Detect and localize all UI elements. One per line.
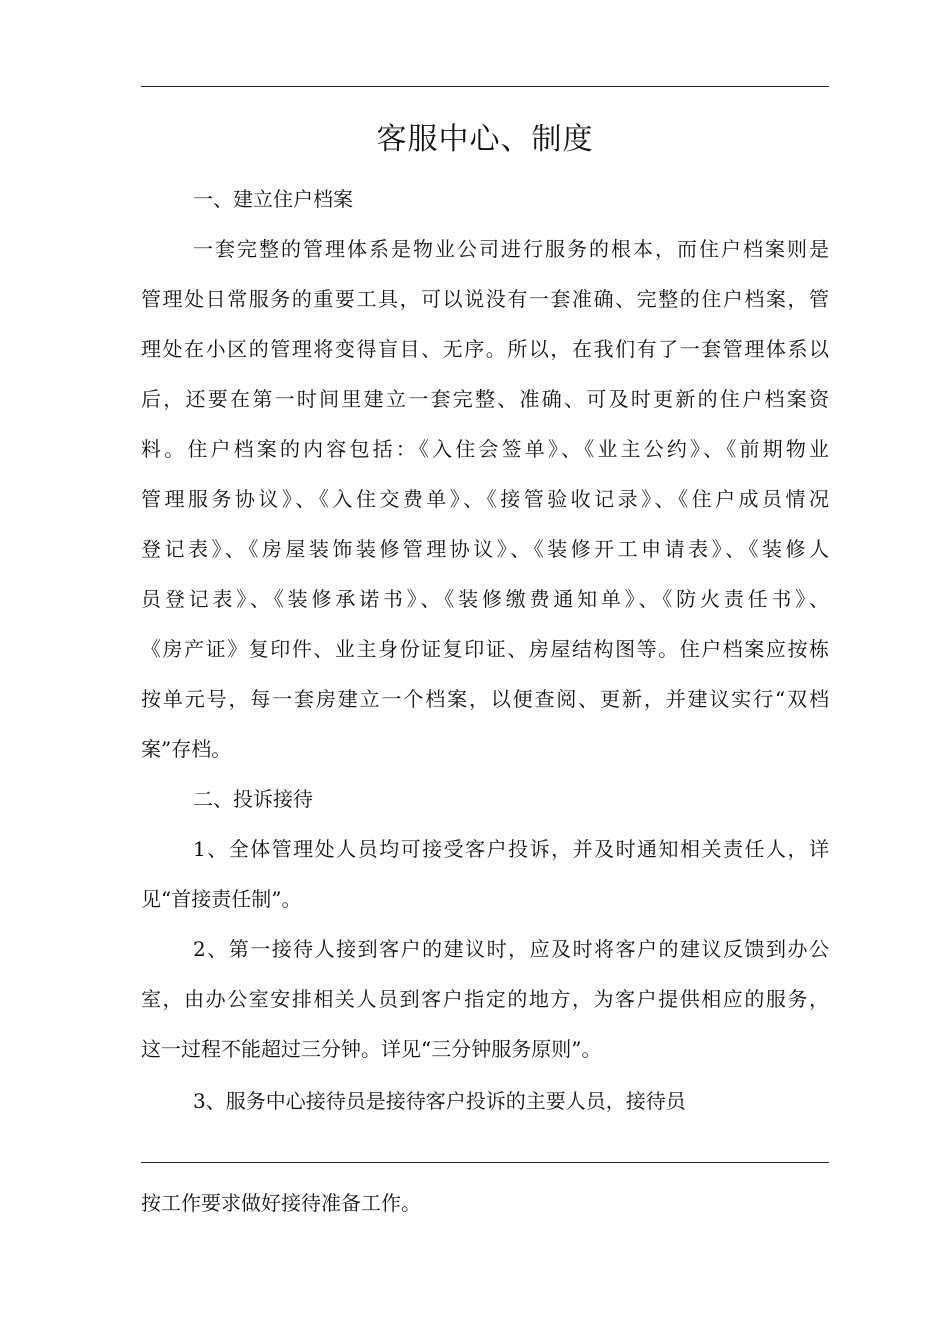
paragraph-line: 案”存档。	[141, 737, 232, 761]
list-item-line: 3、服务中心接待员是接待客户投诉的主要人员，接待员	[193, 1089, 686, 1113]
section-heading-archives: 一、建立住户档案	[193, 187, 353, 211]
paragraph-line: 管理服务协议》、《入住交费单》、《接管验收记录》、《住户成员情况	[141, 487, 829, 511]
section-heading-complaints: 二、投诉接待	[193, 787, 313, 811]
bottom-rule	[141, 1162, 829, 1163]
list-item-line: 2、第一接待人接到客户的建议时，应及时将客户的建议反馈到办公	[193, 937, 829, 961]
paragraph-line: 按单元号，每一套房建立一个档案，以便查阅、更新，并建议实行“双档	[141, 687, 829, 711]
paragraph-line: 料。住户档案的内容包括：《入住会签单》、《业主公约》、《前期物业	[141, 437, 829, 461]
paragraph-line: 登记表》、《房屋装饰装修管理协议》、《装修开工申请表》、《装修人	[141, 537, 829, 561]
paragraph-line: 员登记表》、《装修承诺书》、《装修缴费通知单》、《防火责任书》、	[141, 587, 829, 611]
list-item-line: 室，由办公室安排相关人员到客户指定的地方，为客户提供相应的服务，	[141, 987, 829, 1011]
list-item-line: 见“首接责任制”。	[141, 887, 302, 911]
top-rule	[141, 86, 829, 87]
paragraph-line: 《房产证》复印件、业主身份证复印证、房屋结构图等。住户档案应按栋	[141, 637, 829, 661]
paragraph-line: 管理处日常服务的重要工具，可以说没有一套准确、完整的住户档案，管	[141, 287, 829, 311]
paragraph-line: 理处在小区的管理将变得盲目、无序。所以，在我们有了一套管理体系以	[141, 337, 829, 361]
continuation-line: 按工作要求做好接待准备工作。	[141, 1191, 421, 1215]
list-item-line: 这一过程不能超过三分钟。详见“三分钟服务原则”。	[141, 1037, 602, 1061]
paragraph-line: 一套完整的管理体系是物业公司进行服务的根本，而住户档案则是	[193, 237, 829, 261]
paragraph-line: 后，还要在第一时间里建立一套完整、准确、可及时更新的住户档案资	[141, 387, 829, 411]
list-item-line: 1、全体管理处人员均可接受客户投诉，并及时通知相关责任人，详	[193, 837, 829, 861]
document-title: 客服中心、制度	[376, 122, 594, 157]
